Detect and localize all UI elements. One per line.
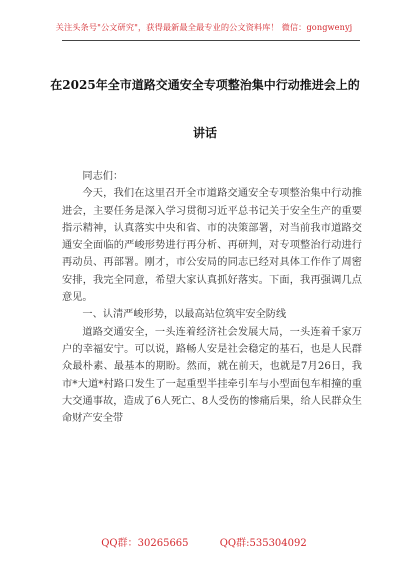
footer-qq-group-1: QQ群：30265665 xyxy=(101,538,189,549)
paragraph: 道路交通安全，一头连着经济社会发展大局，一头连着千家万户的幸福安宁。可以说，路畅人安是社会稳定的基石，也是人民群众最朴素、最基本的期盼。然而，就在前天，也就是7月26日，我市*大道*村路口发生了一起重型半挂牵引车与小型面包车相撞的重大交通事故，造成了6人死亡、8人受伤的惨痛后果，给人民群众生命财产安全带 xyxy=(62,326,362,425)
header-banner: 关注头条号"公文研究"，获得最新最全最专业的公文资料库！ 微信：gongwenyj xyxy=(55,22,353,32)
salutation: 同志们： xyxy=(82,171,124,182)
footer xyxy=(0,534,408,549)
paragraph: 今天，我们在这里召开全市道路交通安全专项整治集中行动推进会，主要任务是深入学习贯彻习近平总书记关于安全生产的重要指示精神，认真落实中央和省、市的决策部署，对当前我市道路交通安全面临的严峻形势进行再分析、再研判，对专项整治行动进行再动员、再部署。刚才，市公安局的同志已经对具体工作作了周密安排，我完全同意，希望大家认真抓好落实。下面，我再强调几点意见。 xyxy=(62,188,362,304)
footer-qq-group-2: QQ群:535304092 xyxy=(219,538,307,549)
header-divider xyxy=(62,40,360,41)
document-title-line2: 讲话 xyxy=(192,126,217,140)
section-heading: 一、认清严峻形势，以最高站位筑牢安全防线 xyxy=(82,309,287,321)
document-title: 在2025年全市道路交通安全专项整治集中行动推进会上的 xyxy=(50,78,360,92)
document-body xyxy=(62,168,362,427)
